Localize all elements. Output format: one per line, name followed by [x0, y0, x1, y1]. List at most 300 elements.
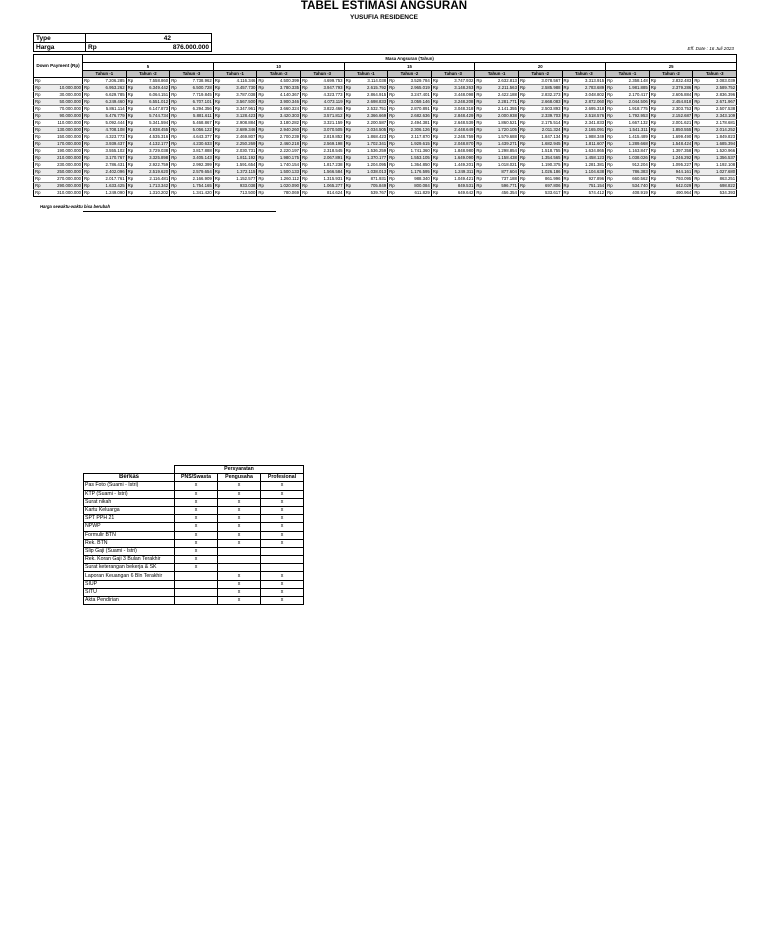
installment-value: 3.747.932 [440, 78, 475, 85]
installment-value: 3.059.146 [397, 99, 432, 106]
cell-currency: Rp [389, 113, 395, 118]
requirement-row [84, 498, 304, 506]
requirement-mark: x [261, 515, 304, 523]
installment-value: 1.315.931 [309, 176, 344, 183]
cell-currency: Rp [127, 99, 134, 104]
installment-value: 2.518.576 [571, 113, 606, 120]
cell-currency: Rp [607, 85, 613, 90]
table-row [34, 85, 737, 92]
cell-currency: Rp [607, 190, 613, 195]
installment-value: 2.044.506 [615, 99, 650, 106]
installment-value: 1.204.095 [353, 162, 388, 169]
installment-value: 1.591.654 [222, 162, 257, 169]
installment-value: 1.190.375 [527, 162, 562, 169]
cell-currency: Rp [84, 183, 90, 188]
header-row-masa [34, 55, 737, 63]
installment-value: 2.306.126 [397, 127, 432, 134]
installment-value: 2.870.891 [397, 106, 432, 113]
cell-currency: Rp [432, 78, 439, 83]
dp-value: 50.000.000 [43, 99, 83, 106]
cell-currency: Rp [563, 127, 570, 132]
installment-value: 1.065.277 [309, 183, 344, 190]
installment-value: 1.720.105 [484, 127, 519, 134]
cell-currency: Rp [694, 113, 700, 118]
requirement-mark: x [218, 523, 261, 531]
installment-value: 2.519.620 [135, 169, 170, 176]
cell-currency: Rp [476, 169, 482, 174]
installment-value: 1.850.555 [658, 127, 693, 134]
installment-value: 1.685.394 [702, 141, 737, 148]
installment-value: 3.729.038 [135, 148, 170, 155]
cell-currency: Rp [127, 127, 134, 132]
cell-currency: Rp [171, 92, 177, 97]
table-row [34, 162, 737, 169]
cell-currency: Rp [519, 92, 526, 97]
installment-value: 2.940.260 [266, 127, 301, 134]
installment-value: 660.562 [615, 176, 650, 183]
cell-currency: Rp [258, 134, 264, 139]
cell-currency: Rp [563, 148, 570, 153]
term-header: 20 [475, 63, 606, 71]
cell-currency: Rp [607, 106, 613, 111]
installment-value: 3.787.038 [222, 92, 257, 99]
cell-currency: Rp [389, 134, 395, 139]
cell-currency: Rp [476, 155, 482, 160]
requirement-name: SPT PPH 21 [84, 515, 175, 523]
dp-currency: Rp [35, 190, 41, 195]
cell-currency: Rp [607, 127, 613, 132]
cell-currency: Rp [607, 120, 613, 125]
installment-value: 2.339.703 [527, 113, 562, 120]
installment-value: 2.030.731 [222, 148, 257, 155]
year-header: Tahun -2 [518, 71, 562, 78]
installment-table-body [34, 78, 737, 197]
year-header: Tahun -1 [606, 71, 650, 78]
installment-value: 1.289.668 [615, 141, 650, 148]
installment-value: 2.454.818 [658, 99, 693, 106]
cell-currency: Rp [84, 176, 90, 181]
table-row [34, 183, 737, 190]
cell-currency: Rp [345, 92, 352, 97]
cell-currency: Rp [432, 106, 439, 111]
cell-currency: Rp [127, 120, 134, 125]
requirement-mark [218, 556, 261, 564]
cell-currency: Rp [127, 141, 134, 146]
cell-currency: Rp [389, 190, 395, 195]
cell-currency: Rp [301, 134, 308, 139]
cell-currency: Rp [214, 141, 221, 146]
installment-value: 534.740 [615, 183, 650, 190]
installment-value: 1.988.349 [571, 134, 606, 141]
year-header: Tahun -1 [344, 71, 388, 78]
requirement-name: Kartu Keluarga [84, 506, 175, 514]
cell-currency: Rp [563, 141, 570, 146]
cell-currency: Rp [84, 106, 90, 111]
installment-value: 871.931 [353, 176, 388, 183]
price-value: 876.000.000 [114, 43, 212, 52]
cell-currency: Rp [171, 113, 177, 118]
cell-currency: Rp [214, 148, 221, 153]
cell-currency: Rp [519, 176, 526, 181]
installment-value: 1.792.953 [615, 113, 650, 120]
installment-value: 5.468.867 [179, 120, 214, 127]
installment-value: 1.713.342 [135, 183, 170, 190]
requirement-mark: x [175, 564, 218, 572]
installment-value: 1.741.360 [397, 148, 432, 155]
cell-currency: Rp [345, 99, 352, 104]
installment-value: 4.116.346 [222, 78, 257, 85]
requirement-mark: x [261, 580, 304, 588]
price-currency: Rp [86, 43, 114, 52]
installment-value: 2.358.148 [615, 78, 650, 85]
installment-value: 4.500.399 [266, 78, 301, 85]
price-label: Harga [34, 43, 86, 52]
year-header: Tahun -2 [126, 71, 170, 78]
cell-currency: Rp [84, 127, 90, 132]
dp-value: 210.000.000 [43, 155, 83, 162]
dp-currency: Rp [35, 183, 41, 188]
installment-value: 5.861.114 [92, 106, 127, 113]
installment-value: 408.919 [615, 190, 650, 197]
cell-currency: Rp [301, 176, 308, 181]
cell-currency: Rp [171, 190, 177, 195]
installment-value: 2.366.669 [353, 113, 388, 120]
cell-currency: Rp [519, 148, 526, 153]
cell-currency: Rp [345, 155, 352, 160]
cell-currency: Rp [694, 162, 700, 167]
dp-currency: Rp [35, 113, 41, 118]
requirements-title-row [84, 466, 304, 474]
requirement-mark: x [218, 515, 261, 523]
page-title: TABEL ESTIMASI ANGSURAN [300, 0, 468, 12]
installment-value: 3.321.159 [309, 120, 344, 127]
installment-value: 1.817.238 [309, 162, 344, 169]
cell-currency: Rp [171, 176, 177, 181]
installment-value: 1.372.115 [222, 169, 257, 176]
year-header: Tahun -3 [170, 71, 214, 78]
installment-value: 2.220.197 [266, 148, 301, 155]
cell-currency: Rp [301, 113, 308, 118]
dp-value: 310.000.000 [43, 190, 83, 197]
cell-currency: Rp [171, 162, 177, 167]
cell-currency: Rp [650, 176, 657, 181]
effective-date: Eff. Date : 16 Juli 2023 [687, 46, 734, 51]
cell-currency: Rp [563, 85, 570, 90]
installment-value: 793.095 [658, 176, 693, 183]
requirement-mark: x [218, 588, 261, 596]
table-row [34, 155, 737, 162]
dp-value: 130.000.000 [43, 127, 83, 134]
dp-value [43, 78, 83, 85]
installment-value: 2.832.483 [658, 78, 693, 85]
dp-currency: Rp [35, 106, 41, 111]
type-value: 42 [86, 34, 212, 43]
cell-currency: Rp [258, 190, 264, 195]
cell-currency: Rp [563, 155, 570, 160]
cell-currency: Rp [476, 183, 482, 188]
cell-currency: Rp [171, 148, 177, 153]
requirement-mark: x [261, 539, 304, 547]
cell-currency: Rp [519, 99, 526, 104]
installment-value: 1.579.688 [484, 134, 519, 141]
table-row [34, 106, 737, 113]
term-header: 5 [83, 63, 214, 71]
installment-value: 2.700.239 [266, 134, 301, 141]
installment-value: 574.412 [571, 190, 606, 197]
installment-value: 6.294.356 [179, 106, 214, 113]
installment-value: 2.318.545 [309, 148, 344, 155]
requirement-mark [218, 564, 261, 572]
installment-value: 1.176.595 [397, 169, 432, 176]
requirements-col-berkas: Berkas [84, 474, 175, 482]
installment-value: 1.702.341 [353, 141, 388, 148]
installment-value: 3.567.500 [222, 99, 257, 106]
installment-value: 2.648.539 [440, 120, 475, 127]
installment-table [33, 54, 737, 197]
installment-value: 1.981.885 [615, 85, 650, 92]
installment-value: 877.604 [484, 169, 519, 176]
requirement-mark: x [175, 498, 218, 506]
installment-value: 1.553.105 [397, 155, 432, 162]
requirement-row [84, 597, 304, 605]
dp-currency: Rp [35, 155, 41, 160]
installment-value: 2.048.870 [440, 141, 475, 148]
cell-currency: Rp [563, 176, 570, 181]
installment-value: 3.529.784 [397, 78, 432, 85]
cell-currency: Rp [650, 183, 657, 188]
table-row [34, 78, 737, 85]
dp-currency: Rp [35, 176, 41, 181]
requirement-name: Laporan Keuangan 6 Bln Terakhir [84, 572, 175, 580]
cell-currency: Rp [563, 92, 570, 97]
installment-value: 1.038.026 [615, 155, 650, 162]
installment-value: 3.817.888 [179, 148, 214, 155]
installment-value: 2.848.429 [440, 113, 475, 120]
cell-currency: Rp [214, 169, 221, 174]
installment-value: 2.605.884 [658, 92, 693, 99]
requirement-name: Surat nikah [84, 498, 175, 506]
term-header: 10 [213, 63, 344, 71]
cell-currency: Rp [694, 134, 700, 139]
cell-currency: Rp [607, 183, 613, 188]
installment-value: 3.148.263 [440, 85, 475, 92]
cell-currency: Rp [171, 106, 177, 111]
installment-value: 2.379.286 [658, 85, 693, 92]
installment-value: 863.251 [702, 176, 737, 183]
installment-value: 1.633.425 [92, 183, 127, 190]
dp-currency: Rp [35, 141, 41, 146]
installment-value: 1.566.584 [309, 169, 344, 176]
cell-currency: Rp [127, 148, 134, 153]
dp-value: 150.000.000 [43, 134, 83, 141]
table-row [34, 141, 737, 148]
cell-currency: Rp [476, 106, 482, 111]
requirement-row [84, 515, 304, 523]
installment-value: 3.048.802 [571, 92, 606, 99]
installment-value: 2.011.324 [527, 127, 562, 134]
requirement-row [84, 588, 304, 596]
installment-value: 1.848.980 [440, 148, 475, 155]
installment-value: 2.786.431 [92, 162, 127, 169]
installment-value: 2.448.649 [440, 127, 475, 134]
cell-currency: Rp [127, 169, 134, 174]
cell-currency: Rp [84, 92, 90, 97]
installment-value: 2.166.909 [179, 176, 214, 183]
installment-value: 2.908.884 [222, 120, 257, 127]
cell-currency: Rp [127, 183, 134, 188]
cell-currency: Rp [563, 183, 570, 188]
installment-value: 1.860.521 [484, 120, 519, 127]
cell-currency: Rp [519, 120, 526, 125]
cell-currency: Rp [301, 120, 308, 125]
cell-currency: Rp [476, 141, 482, 146]
cell-currency: Rp [476, 92, 482, 97]
installment-value: 2.116.481 [135, 176, 170, 183]
cell-currency: Rp [432, 99, 439, 104]
installment-value: 3.048.318 [440, 106, 475, 113]
requirements-table-body [84, 482, 304, 605]
installment-value: 1.849.823 [702, 134, 737, 141]
installment-value: 2.014.252 [702, 127, 737, 134]
cell-currency: Rp [389, 183, 395, 188]
cell-currency: Rp [476, 190, 482, 195]
cell-currency: Rp [389, 120, 395, 125]
installment-value: 814.624 [309, 190, 344, 197]
cell-currency: Rp [519, 127, 526, 132]
installment-value: 2.001.621 [658, 120, 693, 127]
cell-currency: Rp [127, 190, 134, 195]
installment-value: 1.049.421 [440, 176, 475, 183]
installment-value: 1.341.420 [179, 190, 214, 197]
requirement-row [84, 556, 304, 564]
cell-currency: Rp [301, 162, 308, 167]
requirement-row [84, 523, 304, 531]
cell-currency: Rp [301, 92, 308, 97]
cell-currency: Rp [301, 148, 308, 153]
cell-currency: Rp [432, 127, 439, 132]
cell-currency: Rp [389, 78, 395, 83]
cell-currency: Rp [258, 141, 264, 146]
dp-value: 110.000.000 [43, 120, 83, 127]
cell-currency: Rp [563, 169, 570, 174]
installment-value: 1.163.847 [615, 148, 650, 155]
installment-value: 1.192.108 [702, 162, 737, 169]
requirement-mark: x [218, 580, 261, 588]
requirement-mark [261, 547, 304, 555]
requirement-mark: x [261, 482, 304, 490]
installment-value: 611.829 [397, 190, 432, 197]
cell-currency: Rp [476, 162, 482, 167]
installment-value: 2.175.514 [527, 120, 562, 127]
cell-currency: Rp [258, 106, 264, 111]
cell-currency: Rp [389, 162, 395, 167]
installment-value: 780.069 [266, 190, 301, 197]
cell-currency: Rp [171, 127, 177, 132]
cell-currency: Rp [301, 183, 308, 188]
cell-currency: Rp [345, 176, 352, 181]
cell-currency: Rp [519, 155, 526, 160]
installment-value: 2.469.807 [222, 134, 257, 141]
cell-currency: Rp [650, 148, 657, 153]
cell-currency: Rp [345, 78, 352, 83]
cell-currency: Rp [607, 155, 613, 160]
installment-value: 1.298.854 [484, 148, 519, 155]
installment-value: 2.569.198 [309, 141, 344, 148]
installment-value: 1.281.381 [571, 162, 606, 169]
dp-currency: Rp [35, 162, 41, 167]
requirement-mark: x [175, 523, 218, 531]
dp-currency: Rp [35, 120, 41, 125]
requirements-col-profesional: Profesional [261, 474, 304, 482]
cell-currency: Rp [214, 176, 221, 181]
requirement-mark: x [218, 572, 261, 580]
requirement-mark: x [261, 572, 304, 580]
year-header: Tahun -3 [431, 71, 475, 78]
requirement-row [84, 490, 304, 498]
installment-value: 7.558.860 [135, 78, 170, 85]
year-header: Tahun -2 [388, 71, 432, 78]
cell-currency: Rp [650, 162, 657, 167]
installment-value: 4.708.108 [92, 127, 127, 134]
installment-value: 2.872.060 [571, 99, 606, 106]
installment-value: 1.354.565 [527, 155, 562, 162]
installment-value: 3.660.324 [266, 106, 301, 113]
cell-currency: Rp [301, 190, 308, 195]
cell-currency: Rp [84, 148, 90, 153]
cell-currency: Rp [301, 106, 308, 111]
cell-currency: Rp [127, 155, 134, 160]
installment-value: 2.000.938 [484, 113, 519, 120]
cell-currency: Rp [127, 176, 134, 181]
price-note: Harga sewaktu-waktu bisa berubah [40, 204, 111, 209]
installment-value: 1.740.154 [266, 162, 301, 169]
cell-currency: Rp [694, 183, 700, 188]
installment-value: 4.938.455 [135, 127, 170, 134]
requirement-mark: x [261, 588, 304, 596]
requirements-title: Persyaratan [175, 466, 304, 474]
requirement-row [84, 539, 304, 547]
requirement-row [84, 580, 304, 588]
cell-currency: Rp [519, 134, 526, 139]
cell-currency: Rp [563, 99, 570, 104]
installment-value: 2.819.852 [309, 134, 344, 141]
installment-value: 3.248.208 [440, 99, 475, 106]
cell-currency: Rp [476, 78, 482, 83]
cell-currency: Rp [258, 176, 264, 181]
cell-currency: Rp [694, 78, 700, 83]
cell-currency: Rp [301, 85, 308, 90]
installment-value: 1.682.945 [527, 141, 562, 148]
cell-currency: Rp [607, 176, 613, 181]
installment-value: 1.541.311 [615, 127, 650, 134]
installment-value: 6.147.873 [135, 106, 170, 113]
cell-currency: Rp [563, 162, 570, 167]
dp-currency: Rp [35, 169, 41, 174]
installment-value: 1.536.259 [353, 148, 388, 155]
installment-value: 1.847.134 [527, 134, 562, 141]
installment-value: 1.980.175 [266, 155, 301, 162]
requirement-name: SIUP [84, 580, 175, 588]
cell-currency: Rp [432, 183, 439, 188]
cell-currency: Rp [345, 183, 352, 188]
cell-currency: Rp [650, 85, 657, 90]
year-header: Tahun -3 [300, 71, 344, 78]
installment-value: 2.689.346 [222, 127, 257, 134]
installment-value: 6.707.101 [179, 99, 214, 106]
installment-value: 2.783.689 [571, 85, 606, 92]
installment-value: 2.248.759 [440, 134, 475, 141]
cell-currency: Rp [127, 113, 134, 118]
